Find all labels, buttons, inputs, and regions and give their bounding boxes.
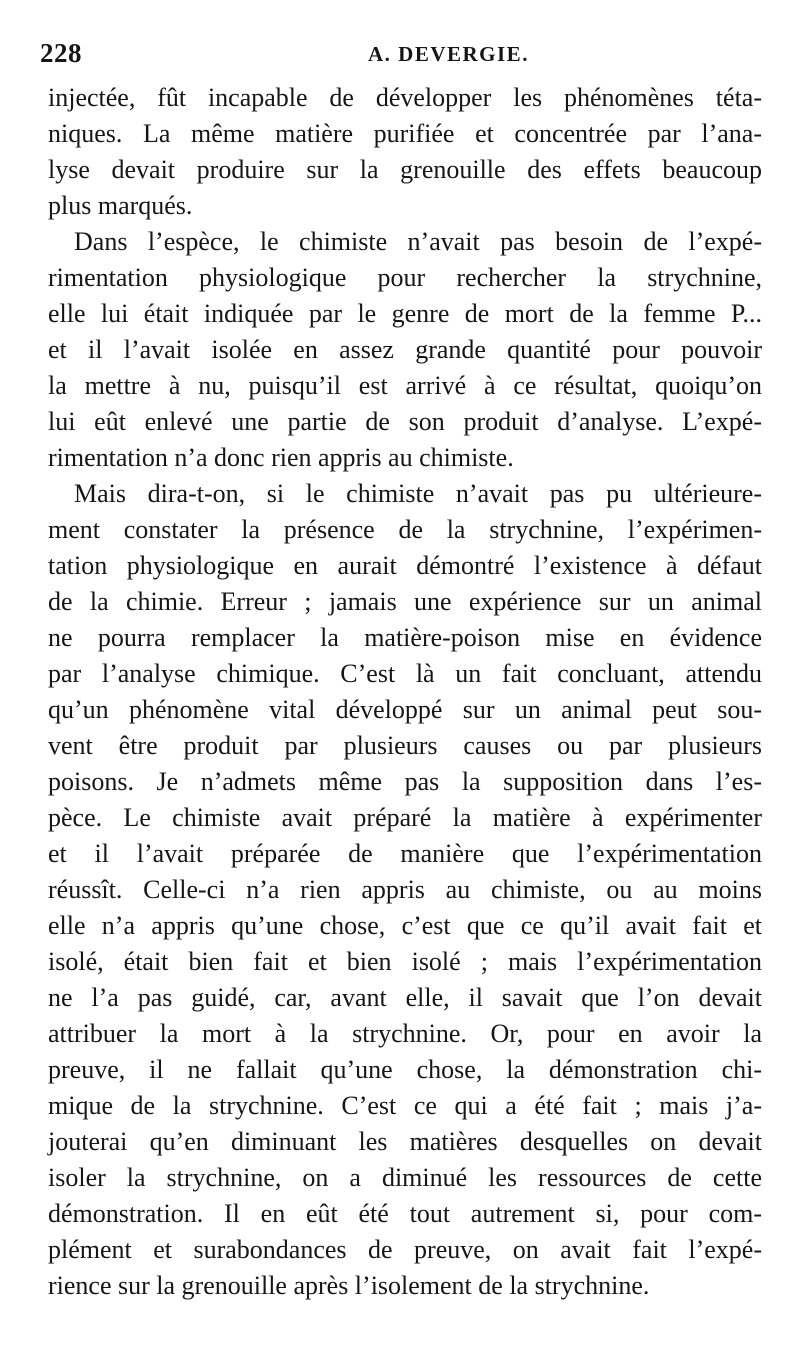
text-line: tation physiologique en aurait démontré l’existence à défaut	[48, 551, 762, 580]
text-line: qu’un phénomène vital développé sur un animal peut sou-	[48, 695, 762, 724]
text-line: pèce. Le chimiste avait préparé la matière à expérimenter	[48, 803, 762, 832]
text-line: lui eût enlevé une partie de son produit d’analyse. L’expé-	[48, 407, 762, 436]
text-line: mique de la strychnine. C’est ce qui a été fait ; mais j’a-	[48, 1091, 762, 1120]
text-line: isolé, était bien fait et bien isolé ; mais l’expérimentation	[48, 947, 762, 976]
text-line: et il l’avait préparée de manière que l’expérimentation	[48, 839, 762, 868]
text-line: attribuer la mort à la strychnine. Or, pour en avoir la	[48, 1019, 762, 1048]
text-line: lyse devait produire sur la grenouille des effets beaucoup	[48, 155, 762, 184]
text-line: plus marqués.	[48, 191, 193, 220]
text-line: Mais dira-t-on, si le chimiste n’avait pas pu ultérieure-	[74, 479, 762, 508]
text-line: Dans l’espèce, le chimiste n’avait pas besoin de l’expé-	[74, 227, 762, 256]
text-line: vent être produit par plusieurs causes ou par plusieurs	[48, 731, 762, 760]
text-line: la mettre à nu, puisqu’il est arrivé à ce résultat, quoiqu’on	[48, 371, 762, 400]
text-line: elle n’a appris qu’une chose, c’est que ce qu’il avait fait et	[48, 911, 762, 940]
text-line: rience sur la grenouille après l’isolement de la strychnine.	[48, 1271, 650, 1300]
text-line: niques. La même matière purifiée et concentrée par l’ana-	[48, 119, 762, 148]
text-line: jouterai qu’en diminuant les matières desquelles on devait	[48, 1127, 762, 1156]
text-line: démonstration. Il en eût été tout autrement si, pour com-	[48, 1199, 762, 1228]
text-line: poisons. Je n’admets même pas la supposition dans l’es-	[48, 767, 762, 796]
text-line: rimentation physiologique pour rechercher la strychnine,	[48, 263, 762, 292]
text-line: de la chimie. Erreur ; jamais une expérience sur un animal	[48, 587, 762, 616]
text-line: elle lui était indiquée par le genre de mort de la femme P...	[48, 299, 762, 328]
text-line: injectée, fût incapable de développer les phénomènes téta-	[48, 83, 762, 112]
text-line: réussît. Celle-ci n’a rien appris au chimiste, ou au moins	[48, 875, 762, 904]
text-line: par l’analyse chimique. C’est là un fait concluant, attendu	[48, 659, 762, 688]
text-line: ne l’a pas guidé, car, avant elle, il savait que l’on devait	[48, 983, 762, 1012]
text-line: ne pourra remplacer la matière-poison mise en évidence	[48, 623, 762, 652]
running-head: A. DEVERGIE.	[368, 42, 529, 66]
text-line: ment constater la présence de la strychnine, l’expérimen-	[48, 515, 762, 544]
text-line: et il l’avait isolée en assez grande quantité pour pouvoir	[48, 335, 762, 364]
text-line: isoler la strychnine, on a diminué les ressources de cette	[48, 1163, 762, 1192]
text-line: plément et surabondances de preuve, on avait fait l’expé-	[48, 1235, 762, 1264]
text-line: rimentation n’a donc rien appris au chimiste.	[48, 443, 514, 472]
text-line: preuve, il ne fallait qu’une chose, la démonstration chi-	[48, 1055, 762, 1084]
page-number: 228	[40, 38, 82, 68]
page-header	[40, 38, 760, 74]
